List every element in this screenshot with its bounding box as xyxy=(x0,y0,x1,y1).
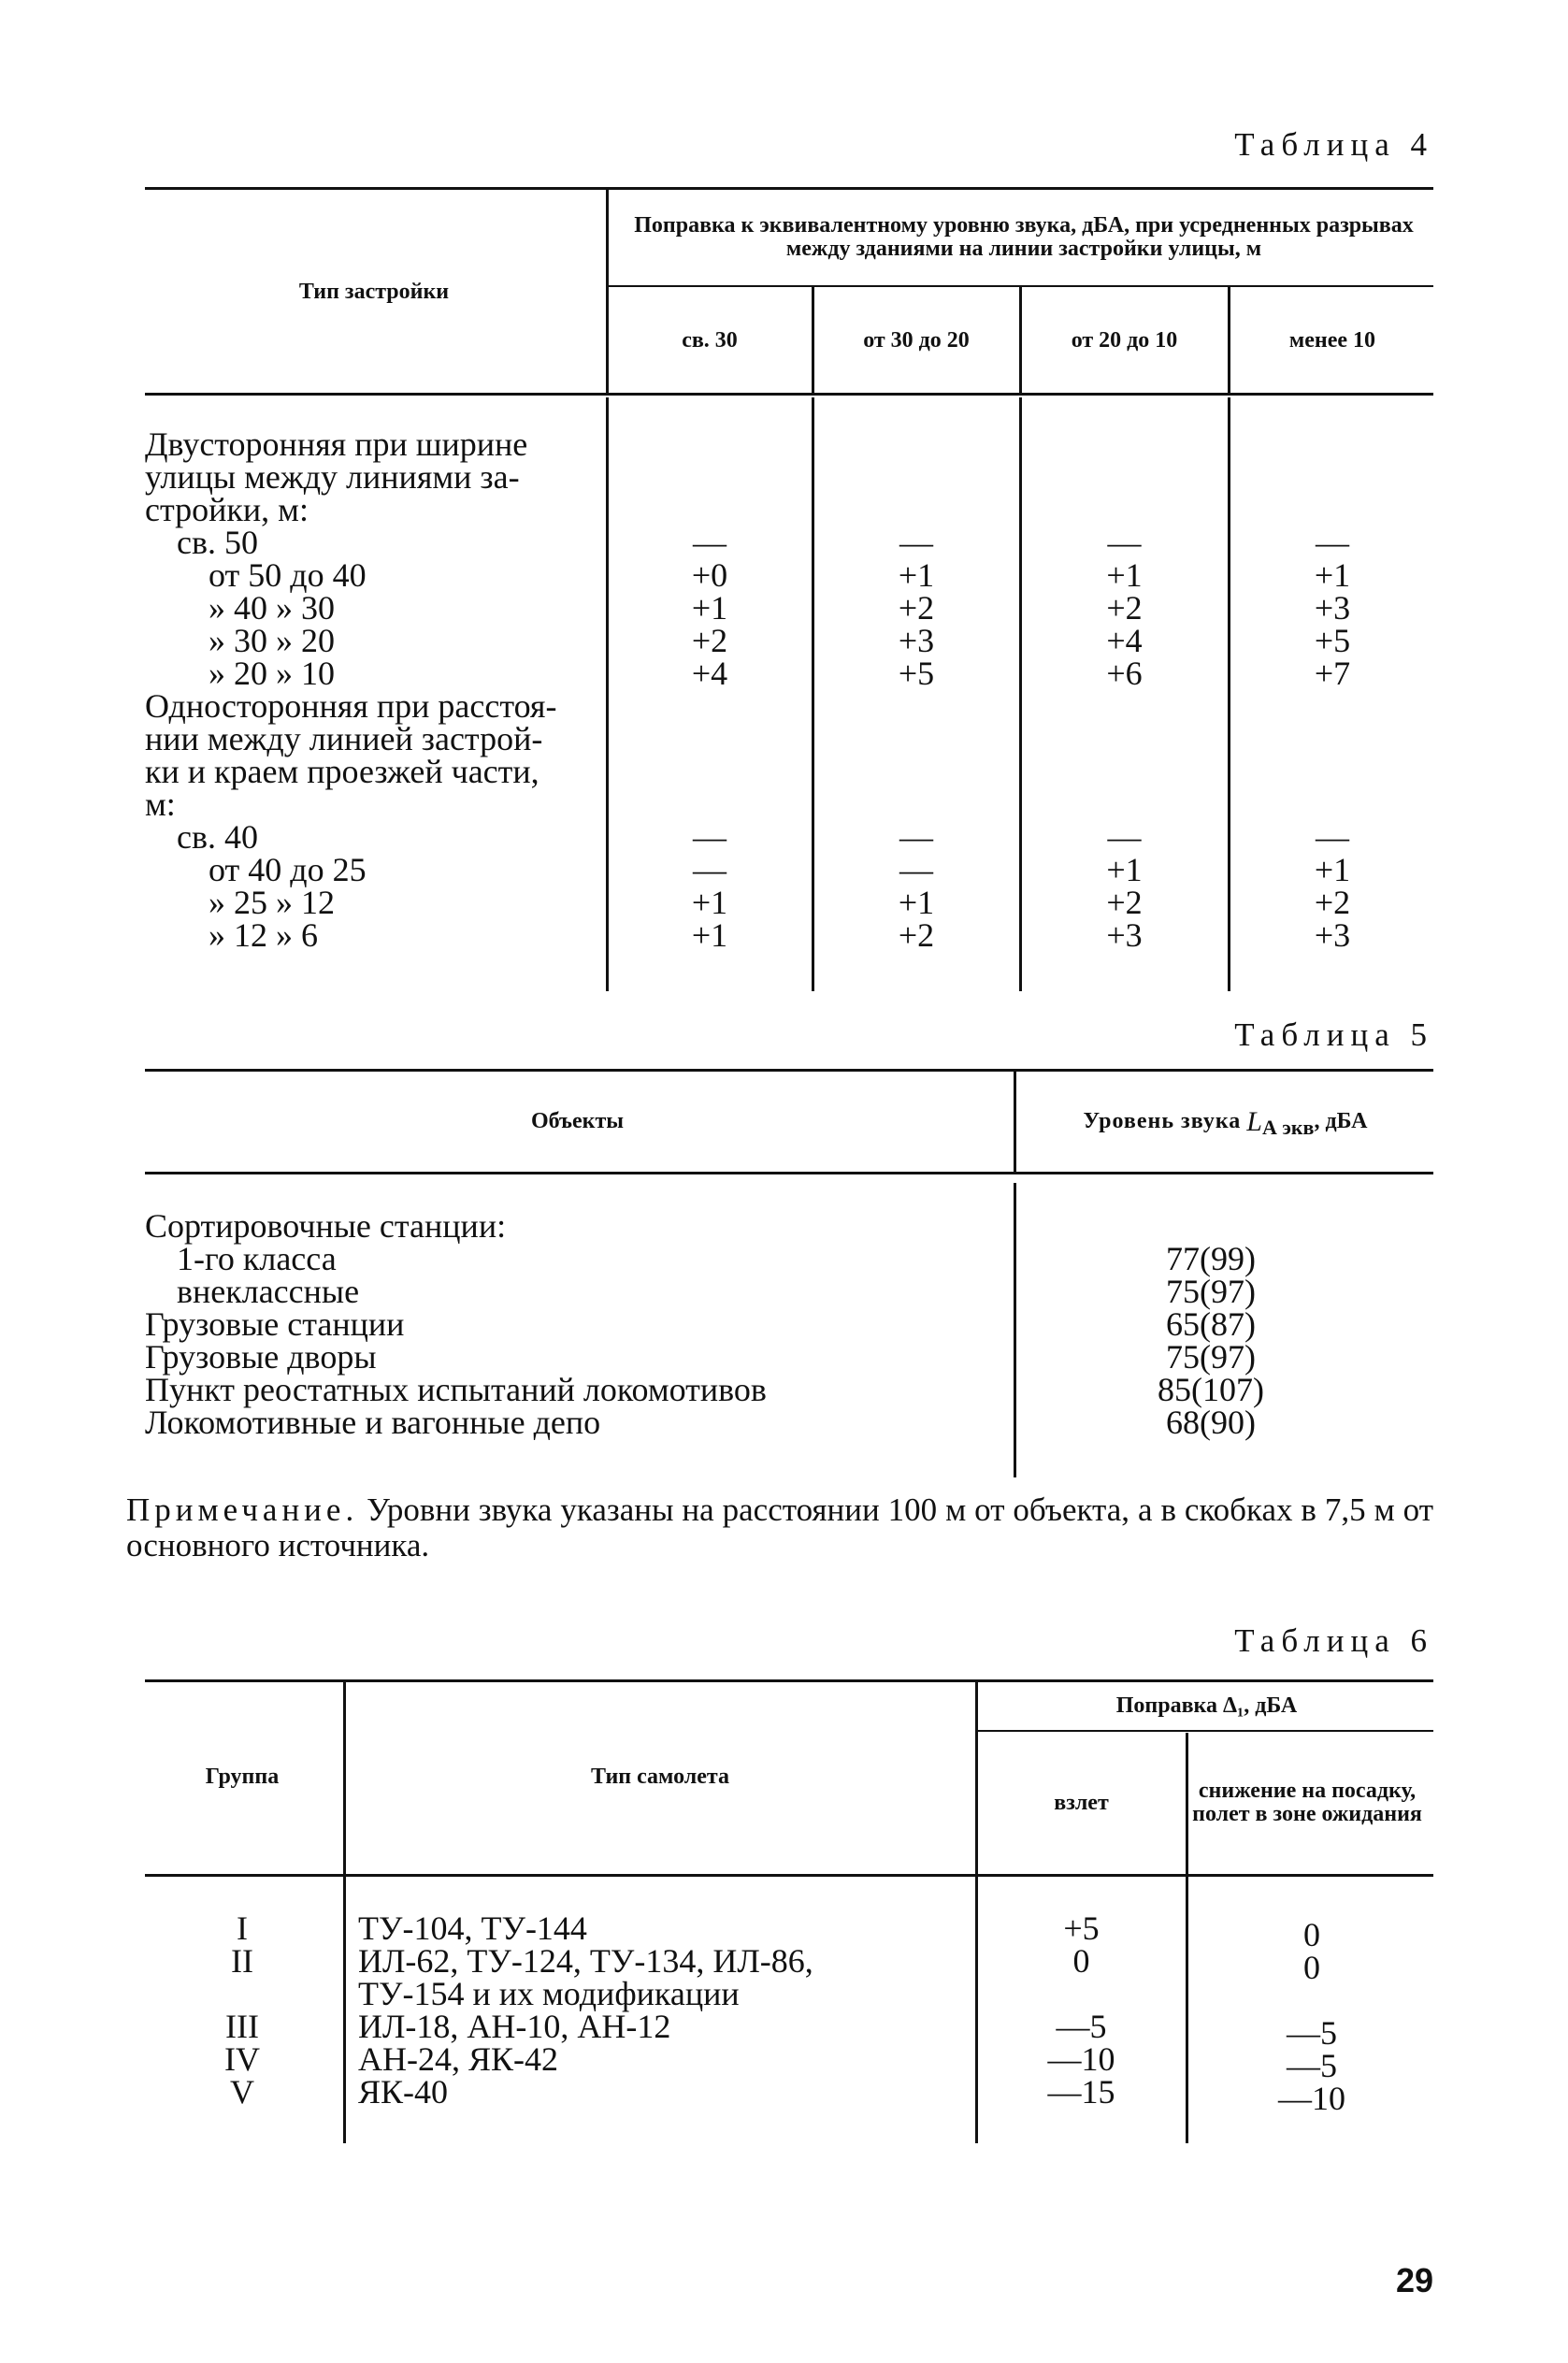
table4-cell: +3 xyxy=(1314,589,1351,627)
table4-cell xyxy=(1023,461,1226,494)
table5-row-label: Локомотивные и вагонные депо xyxy=(145,1404,601,1441)
table4-row-label: м: xyxy=(145,785,176,823)
table6-groups xyxy=(145,1909,339,2111)
table4-cell: — xyxy=(899,524,933,561)
table6-row-group: I xyxy=(237,1909,248,1947)
table4-cell: +4 xyxy=(1106,622,1143,659)
table4-cell xyxy=(610,494,810,526)
table5-row-label: внеклассные xyxy=(177,1273,360,1310)
table4-cell: +2 xyxy=(1314,884,1351,921)
table5-row-value xyxy=(1131,1210,1290,1243)
table6-header-group: Группа xyxy=(205,1764,280,1789)
table4-vline-body-2 xyxy=(1019,397,1022,991)
table5-row-value: 68(90) xyxy=(1166,1404,1256,1441)
table6-row-takeoff: —5 xyxy=(1056,2008,1107,2045)
table5-header-level xyxy=(1017,1073,1433,1170)
table5-note-lead: Примечание. xyxy=(126,1491,359,1528)
table4-cell xyxy=(1023,756,1226,788)
table4-cell xyxy=(1231,494,1433,526)
table6-group-rule xyxy=(977,1730,1433,1732)
table6-row-landing: —5 xyxy=(1287,2014,1337,2052)
table5-note-text: Уровни звука указаны на расстоянии 100 м от объекта, а в скобках в 7,5 м от основного источника. xyxy=(126,1491,1433,1563)
table4-cell xyxy=(1023,428,1226,461)
table4-row-label: » 30 » 20 xyxy=(209,622,335,659)
table4-cell: +6 xyxy=(1106,655,1143,692)
table5-row-value: 75(97) xyxy=(1166,1338,1256,1376)
table6-row-takeoff: +5 xyxy=(1063,1909,1100,1947)
table6-vline-body-2 xyxy=(1186,1877,1188,2143)
table4-cell xyxy=(610,723,810,756)
table4-cell: +2 xyxy=(898,916,935,954)
table6-row-type: ЯК-40 xyxy=(358,2073,449,2111)
table6-row-takeoff: —10 xyxy=(1047,2040,1115,2078)
table4-header-type: Тип застройки xyxy=(298,280,450,304)
table4-top-rule xyxy=(145,187,1433,190)
table4-cell xyxy=(1231,428,1433,461)
table4-cell: +1 xyxy=(691,884,728,921)
table4-cell xyxy=(1023,788,1226,821)
table4-cell xyxy=(815,494,1017,526)
table4-row-label: » 40 » 30 xyxy=(209,589,335,627)
table6-row-landing: —5 xyxy=(1287,2047,1337,2084)
table5-header-objects: Объекты xyxy=(530,1108,625,1133)
table4-cell xyxy=(815,428,1017,461)
table5-row-value: 65(87) xyxy=(1166,1305,1256,1343)
table4-labels xyxy=(145,425,594,954)
table5-header-level-symbol: L xyxy=(1246,1105,1262,1137)
table4-row-label: Двусторонняя при ширине xyxy=(145,425,528,463)
table4-cell: +3 xyxy=(1106,916,1143,954)
table5-labels xyxy=(145,1207,1005,1441)
table4-cell xyxy=(610,788,810,821)
table6-vline-body-1 xyxy=(975,1877,978,2143)
table4-vline-body-0 xyxy=(606,397,609,991)
table6-row-group: IV xyxy=(224,2040,260,2078)
table6-row-takeoff: —15 xyxy=(1047,2073,1115,2111)
table4-cell: +4 xyxy=(691,655,728,692)
table4-vline-header-1 xyxy=(812,287,814,393)
table4-cell xyxy=(1231,723,1433,756)
table5-values xyxy=(1131,1210,1290,1439)
table4-vline-header-3 xyxy=(1228,287,1230,393)
table6-header-correction: Поправка Δ₁, дБА xyxy=(1115,1693,1298,1718)
table4-cell: +1 xyxy=(898,556,935,594)
table4-cell xyxy=(815,723,1017,756)
table4-row-label: Односторонняя при расстоя- xyxy=(145,687,557,725)
table4-header-col-3: от 20 до 10 xyxy=(1071,327,1178,353)
table4-cell: +1 xyxy=(691,916,728,954)
table4-cell xyxy=(610,690,810,723)
table5-row-label: Грузовые станции xyxy=(145,1305,405,1343)
table5-header-rule xyxy=(145,1172,1433,1174)
table6-header-takeoff: взлет xyxy=(1054,1790,1109,1815)
table6-row-group: III xyxy=(225,2008,259,2045)
table6-row-type: ИЛ-62, ТУ-124, ТУ-134, ИЛ-86, xyxy=(358,1942,813,1980)
table6-row-landing: 0 xyxy=(1303,1916,1320,1953)
table4-cell: +2 xyxy=(691,622,728,659)
table6-row-type: ИЛ-18, АН-10, АН-12 xyxy=(358,2008,671,2045)
table4-vline-header-0 xyxy=(606,187,609,393)
table4-cell xyxy=(610,756,810,788)
table4-cell xyxy=(610,461,810,494)
table5-row-label: Пункт реостатных испытаний локомотивов xyxy=(145,1371,767,1408)
table4-cell: — xyxy=(1107,524,1142,561)
table6-row-type: АН-24, ЯК-42 xyxy=(358,2040,558,2078)
table6-header-rule xyxy=(145,1874,1433,1877)
table4-cell: +1 xyxy=(1314,556,1351,594)
table6-types xyxy=(358,1909,966,2111)
table4-cell xyxy=(1023,494,1226,526)
table4-cell: +2 xyxy=(898,589,935,627)
table4-cell: +2 xyxy=(1106,884,1143,921)
table4-row-label: » 20 » 10 xyxy=(209,655,335,692)
table6-row-takeoff: 0 xyxy=(1072,1942,1090,1980)
table6-takeoff-values xyxy=(980,1909,1183,2111)
table6-vline-header-0 xyxy=(343,1682,346,1874)
table5-row-label: 1-го класса xyxy=(177,1240,337,1277)
table4-header-col-2: от 30 до 20 xyxy=(863,327,970,353)
table4-cell: — xyxy=(693,851,726,888)
table4-cell: +1 xyxy=(1314,851,1351,888)
table5-header-level-unit: , дБА xyxy=(1314,1108,1368,1133)
table5-note xyxy=(126,1492,1433,1563)
table4-cell: +3 xyxy=(1314,916,1351,954)
table6-row-landing: 0 xyxy=(1303,1949,1320,1986)
table6-landing-values xyxy=(1190,1916,1433,2117)
table4-cell xyxy=(1023,690,1226,723)
table4-row-label: » 25 » 12 xyxy=(209,884,335,921)
table6-row-group xyxy=(145,1978,339,2010)
table4-vline-body-3 xyxy=(1228,397,1230,991)
table6-top-rule xyxy=(145,1679,1433,1682)
table4-vline-header-2 xyxy=(1019,287,1022,393)
table4-cell: +0 xyxy=(691,556,728,594)
table5-header-level-prefix: Уровень звука xyxy=(1083,1108,1242,1133)
table5-header-level-sub: А экв xyxy=(1261,1115,1315,1139)
table4-cell xyxy=(815,690,1017,723)
table4-cell: +5 xyxy=(898,655,935,692)
table4-cell: — xyxy=(1316,524,1349,561)
table4-cell xyxy=(1231,788,1433,821)
table5-top-rule xyxy=(145,1069,1433,1072)
table5-row-value: 85(107) xyxy=(1158,1371,1264,1408)
table4-col-2-values xyxy=(815,428,1017,952)
table4-cell: — xyxy=(899,851,933,888)
table6-row-type: ТУ-154 и их модификации xyxy=(358,1975,740,2012)
table4-caption: Таблица 4 xyxy=(1234,126,1433,163)
table4-row-label: стройки, м: xyxy=(145,491,309,528)
table5-caption: Таблица 5 xyxy=(1234,1016,1433,1053)
table6-header-landing: снижение на посадку, полет в зоне ожидания xyxy=(1192,1779,1422,1826)
table4-cell: +1 xyxy=(691,589,728,627)
table6-caption: Таблица 6 xyxy=(1234,1622,1433,1659)
table4-cell xyxy=(815,788,1017,821)
table4-cell xyxy=(1231,690,1433,723)
table6-row-group: V xyxy=(230,2073,254,2111)
table6-row-landing xyxy=(1190,1984,1433,2017)
table4-col-3-values xyxy=(1023,428,1226,952)
table5-row-value: 75(97) xyxy=(1166,1273,1256,1310)
table6-row-takeoff xyxy=(980,1978,1183,2010)
table4-cell: — xyxy=(1316,818,1349,856)
table4-cell: — xyxy=(693,818,726,856)
table4-col-4-values xyxy=(1231,428,1433,952)
table4-row-label: св. 50 xyxy=(177,524,258,561)
table5-vline-body xyxy=(1014,1183,1016,1477)
table6-vline-header-2 xyxy=(1186,1733,1188,1874)
table4-cell: — xyxy=(693,524,726,561)
table4-row-label: улицы между линиями за- xyxy=(145,458,520,496)
table6-row-landing: —10 xyxy=(1278,2080,1345,2117)
table4-cell: +7 xyxy=(1314,655,1351,692)
table4-cell: — xyxy=(1107,818,1142,856)
table6-vline-header-1 xyxy=(975,1682,978,1874)
table4-cell: +1 xyxy=(1106,556,1143,594)
table6-vline-body-0 xyxy=(343,1877,346,2143)
table6-row-group: II xyxy=(231,1942,253,1980)
table4-cell xyxy=(815,756,1017,788)
table5-vline-header xyxy=(1014,1072,1016,1172)
table4-header-rule xyxy=(145,393,1433,396)
table4-cell xyxy=(1231,461,1433,494)
table4-cell xyxy=(1023,723,1226,756)
table4-col-1-values xyxy=(610,428,810,952)
table6-row-type: ТУ-104, ТУ-144 xyxy=(358,1909,587,1947)
table4-row-label: св. 40 xyxy=(177,818,258,856)
table4-cell: +2 xyxy=(1106,589,1143,627)
table4-header-col-1: св. 30 xyxy=(682,327,738,353)
table5-row-value: 77(99) xyxy=(1166,1240,1256,1277)
table4-row-label: ки и краем проезжей части, xyxy=(145,753,539,790)
table4-row-label: нии между линией застрой- xyxy=(145,720,543,757)
table4-cell: +1 xyxy=(898,884,935,921)
table4-cell: +3 xyxy=(898,622,935,659)
table4-cell xyxy=(815,461,1017,494)
table5-row-label: Грузовые дворы xyxy=(145,1338,377,1376)
page-number: 29 xyxy=(1395,2261,1433,2299)
table4-cell xyxy=(1231,756,1433,788)
table4-cell: +1 xyxy=(1106,851,1143,888)
table4-row-label: от 50 до 40 xyxy=(209,556,367,594)
table4-header-group: Поправка к эквивалентному уровню звука, дБА, при усредненных разрывах между зданиями на линии застройки улицы, м xyxy=(634,213,1414,261)
table4-cell: +5 xyxy=(1314,622,1351,659)
table4-row-label: » 12 » 6 xyxy=(209,916,318,954)
table4-cell xyxy=(610,428,810,461)
table4-cell: — xyxy=(899,818,933,856)
table6-header-type: Тип самолета xyxy=(591,1764,729,1789)
table4-vline-body-1 xyxy=(812,397,814,991)
table4-row-label: от 40 до 25 xyxy=(209,851,367,888)
table5-row-label: Сортировочные станции: xyxy=(145,1207,507,1245)
table4-header-col-4: менее 10 xyxy=(1288,327,1376,353)
